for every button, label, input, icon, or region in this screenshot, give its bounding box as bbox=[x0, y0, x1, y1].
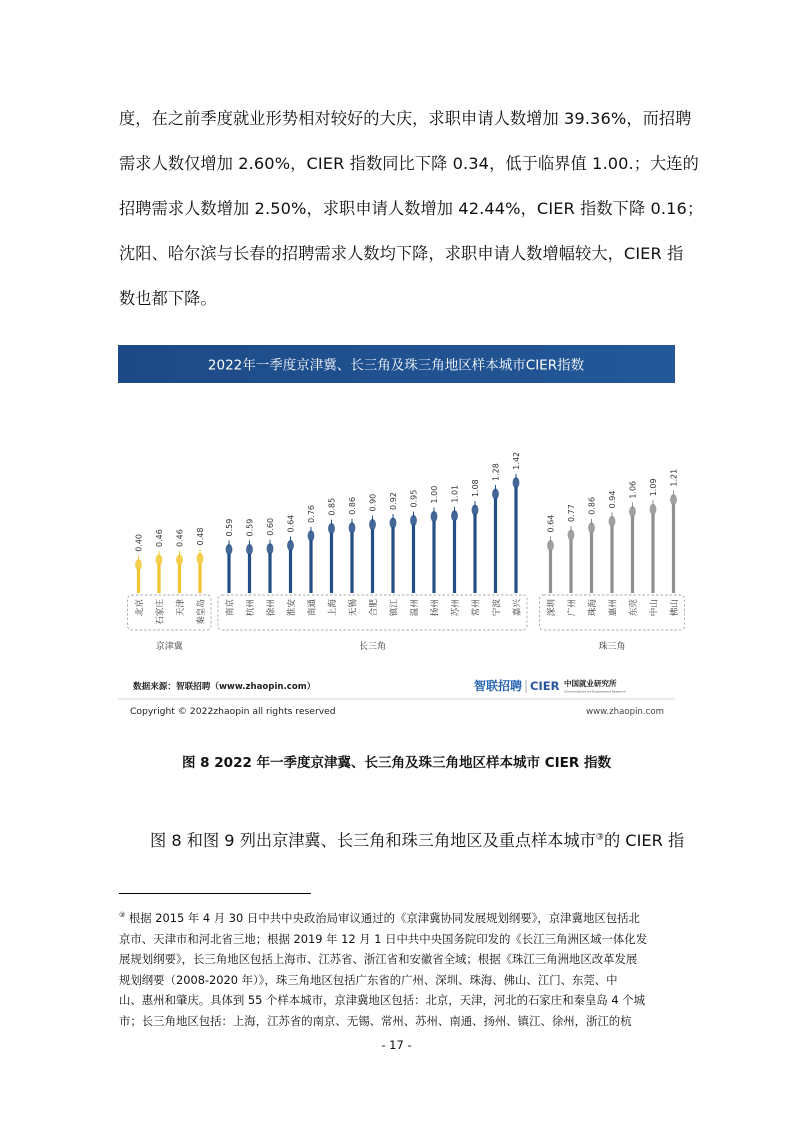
bar bbox=[590, 532, 593, 593]
category-label: 石家庄 bbox=[155, 599, 166, 625]
category-label: 嘉兴 bbox=[512, 599, 523, 617]
bar bbox=[453, 520, 456, 593]
footnote-line: 市；长三角地区包括：上海，江苏省的南京、无锡、常州、苏州、南通、扬州、镇江、徐州，浙江的杭 bbox=[119, 1013, 632, 1028]
value-label: 0.64 bbox=[546, 514, 556, 533]
bar bbox=[412, 525, 415, 593]
category-label: 广州 bbox=[567, 599, 578, 617]
bar bbox=[309, 540, 312, 593]
cier-logo-text: CIER bbox=[530, 679, 560, 693]
bar bbox=[494, 498, 497, 593]
footnote-divider bbox=[119, 893, 311, 894]
bar bbox=[198, 562, 201, 593]
paragraph-line: 度，在之前季度就业形势相对较好的大庆，求职申请人数增加 39.36%，而招聘 bbox=[119, 109, 692, 128]
value-label: 0.95 bbox=[409, 489, 419, 508]
category-label: 南通 bbox=[307, 599, 318, 617]
cier-logo-en: China Institute for Employment Research bbox=[564, 689, 626, 694]
value-label: 0.48 bbox=[196, 527, 205, 546]
value-label: 0.64 bbox=[286, 514, 296, 533]
bar bbox=[549, 549, 552, 593]
chart-copyright: Copyright © 2022zhaopin all rights reserved bbox=[130, 706, 336, 717]
bar bbox=[473, 514, 476, 593]
value-label: 0.59 bbox=[245, 518, 255, 537]
chart-source: 数据来源：智联招聘（www.zhaopin.com） bbox=[133, 682, 316, 692]
value-label: 0.85 bbox=[327, 497, 337, 516]
footnote bbox=[119, 905, 656, 1032]
category-label: 宁波 bbox=[492, 599, 502, 617]
bar bbox=[672, 504, 675, 593]
bar bbox=[432, 521, 435, 594]
value-label: 0.92 bbox=[389, 492, 398, 510]
chart-title: 2022年一季度京津冀、长三角及珠三角地区样本城市CIER指数 bbox=[207, 357, 585, 374]
body-paragraph-1 bbox=[119, 96, 704, 321]
category-label: 苏州 bbox=[451, 599, 461, 617]
bar bbox=[651, 513, 654, 593]
category-label: 深圳 bbox=[547, 599, 557, 617]
bar bbox=[268, 553, 271, 593]
category-label: 杭州 bbox=[246, 599, 256, 617]
category-label: 温州 bbox=[410, 599, 420, 617]
chart-website: www.zhaopin.com bbox=[586, 707, 664, 717]
bar bbox=[137, 569, 140, 593]
bar bbox=[391, 527, 394, 593]
value-label: 1.08 bbox=[471, 479, 480, 498]
value-label: 0.86 bbox=[348, 496, 357, 515]
paragraph-line: 需求人数仅增加 2.60%，CIER 指数同比下降 0.34，低于临界值 1.00.；大连的 bbox=[119, 154, 699, 173]
cier-logo bbox=[530, 678, 626, 694]
zhaopin-logo-text: 智联招聘 bbox=[473, 679, 522, 693]
zhaopin-logo bbox=[474, 678, 522, 693]
value-label: 0.40 bbox=[134, 533, 144, 552]
footnote-reference[interactable]: ③ bbox=[595, 832, 604, 843]
body-paragraph-2 bbox=[150, 827, 685, 851]
value-label: 0.46 bbox=[155, 529, 164, 547]
paragraph-line: 招聘需求人数增加 2.50%，求职申请人数增加 42.44%，CIER 指数下降 0.16； bbox=[119, 199, 704, 218]
category-label: 无锡 bbox=[348, 599, 359, 617]
category-label: 镇江 bbox=[389, 599, 400, 617]
group-label: 京津冀 bbox=[155, 642, 183, 652]
value-label: 1.00 bbox=[430, 485, 439, 504]
bar bbox=[227, 554, 230, 593]
page-number: - 17 - bbox=[381, 1038, 412, 1052]
footnote-line: 规划纲要（2008-2020 年）》，珠三角地区包括广东省的广州、深圳、珠海、佛山、江门、东莞、中 bbox=[119, 972, 618, 987]
category-label: 佛山 bbox=[670, 599, 680, 617]
figure-caption: 图 8 2022 年一季度京津冀、长三角及珠三角地区样本城市 CIER 指数 bbox=[181, 755, 611, 771]
bar bbox=[157, 564, 160, 593]
group-label: 珠三角 bbox=[598, 642, 626, 652]
bar bbox=[514, 487, 517, 593]
category-label: 淮安 bbox=[287, 599, 297, 617]
bar bbox=[178, 564, 181, 593]
value-label: 0.90 bbox=[368, 493, 378, 512]
bar bbox=[289, 549, 292, 593]
value-label: 1.01 bbox=[450, 484, 460, 503]
value-label: 0.46 bbox=[175, 529, 185, 547]
footnote-mark: ③ bbox=[119, 911, 126, 919]
paragraph-2-text: 图 8 和图 9 列出京津冀、长三角和珠三角地区及重点样本城市 bbox=[150, 831, 596, 850]
category-label: 惠州 bbox=[608, 599, 619, 617]
category-label: 珠海 bbox=[588, 599, 598, 617]
paragraph-2-tail: 的 CIER 指 bbox=[603, 831, 685, 850]
value-label: 0.60 bbox=[266, 517, 275, 536]
cier-bar-chart bbox=[118, 345, 680, 720]
category-label: 合肥 bbox=[369, 599, 379, 617]
category-label: 天津 bbox=[176, 599, 186, 617]
footnote-line: 展规划纲要》，长三角地区包括上海市、江苏省、浙江省和安徽省全域；根据《珠江三角洲地区改革发展 bbox=[119, 952, 638, 967]
category-label: 秦皇岛 bbox=[196, 599, 207, 625]
bar bbox=[371, 529, 374, 593]
value-label: 0.94 bbox=[608, 490, 617, 509]
value-label: 0.86 bbox=[587, 496, 597, 515]
value-label: 1.21 bbox=[669, 468, 679, 487]
bar bbox=[350, 532, 353, 593]
paragraph-line: 数也都下降。 bbox=[119, 289, 217, 308]
bar bbox=[610, 525, 613, 593]
paragraph-line: 沈阳、哈尔滨与长春的招聘需求人数均下降，求职申请人数增幅较大，CIER 指 bbox=[119, 244, 684, 263]
bar bbox=[631, 516, 634, 593]
bar bbox=[569, 539, 572, 593]
category-label: 上海 bbox=[328, 599, 338, 617]
value-label: 1.42 bbox=[512, 451, 521, 470]
value-label: 0.76 bbox=[307, 505, 316, 523]
category-label: 常州 bbox=[471, 599, 482, 617]
value-label: 0.77 bbox=[567, 504, 576, 523]
category-label: 扬州 bbox=[430, 599, 441, 617]
category-label: 徐州 bbox=[266, 599, 277, 617]
bar bbox=[248, 554, 251, 593]
category-label: 北京 bbox=[135, 599, 145, 617]
category-label: 中山 bbox=[649, 599, 660, 617]
category-label: 南京 bbox=[225, 599, 236, 617]
footnote-line: 根据 2015 年 4 月 30 日中共中央政治局审议通过的《京津冀协同发展规划纲要》，京津冀地区包括北 bbox=[128, 911, 640, 925]
footnote-line: 京市、天津市和河北省三地；根据 2019 年 12 月 1 日中共中央国务院印发的《长江三角洲区域一体化发 bbox=[119, 931, 648, 946]
value-label: 1.06 bbox=[628, 480, 638, 499]
group-label: 长三角 bbox=[358, 642, 387, 652]
footnote-line: 山、惠州和肇庆。具体到 55 个样本城市，京津冀地区包括：北京，天津，河北的石家庄和秦皇岛 4 个城 bbox=[119, 993, 646, 1008]
value-label: 1.09 bbox=[649, 478, 658, 497]
value-label: 1.28 bbox=[491, 463, 501, 481]
bar bbox=[330, 533, 333, 593]
category-label: 东莞 bbox=[629, 599, 639, 617]
value-label: 0.59 bbox=[225, 518, 234, 537]
cier-logo-cn: 中国就业研究所 bbox=[564, 679, 617, 688]
